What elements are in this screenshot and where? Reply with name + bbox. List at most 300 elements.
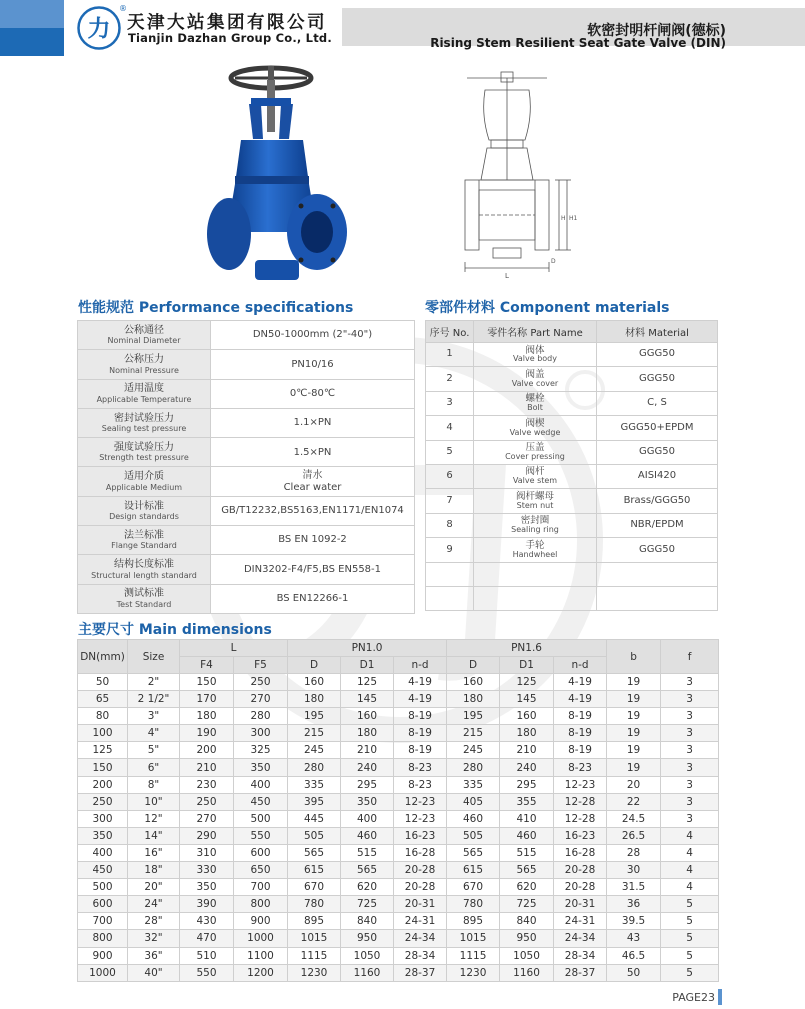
dim-cell-pn16-d1: 515 (500, 844, 554, 861)
product-title-cn: 软密封明杆闸阀(德标) (587, 23, 726, 39)
dim-cell-l-f5: 450 (234, 793, 288, 810)
component-part-cn: 螺栓 (525, 393, 545, 405)
dim-cell-pn10-d: 1230 (288, 964, 341, 981)
dim-cell-l-f5: 900 (234, 913, 288, 930)
dim-cell-dn: 350 (78, 827, 128, 844)
dim-cell-pn16-d1: 160 (500, 708, 554, 725)
performance-label-cell (78, 438, 211, 467)
dim-header-f: f (661, 640, 719, 674)
dim-cell-f: 5 (661, 930, 719, 947)
dim-cell-l-f4: 150 (180, 674, 234, 691)
dim-cell-pn16-d1: 295 (500, 776, 554, 793)
dim-cell-pn10-d1: 1160 (341, 964, 394, 981)
dim-header-size: Size (128, 640, 180, 674)
component-part-cell (474, 343, 597, 367)
dim-cell-pn16-d1: 950 (500, 930, 554, 947)
component-part-cell (474, 513, 597, 537)
dim-header-pn16-D: D (447, 657, 500, 674)
performance-value: PN10/16 (291, 358, 334, 370)
dim-cell-dn: 400 (78, 844, 128, 861)
dim-cell-size: 28" (128, 913, 180, 930)
performance-value: BS EN 1092-2 (278, 534, 347, 546)
registered-mark: ® (119, 4, 127, 13)
dimension-row (78, 913, 719, 930)
performance-value: 0℃-80℃ (289, 387, 336, 399)
component-row (426, 513, 718, 537)
dim-cell-pn10-d1: 950 (341, 930, 394, 947)
dim-cell-l-f5: 350 (234, 759, 288, 776)
performance-label-en: Sealing test pressure (101, 424, 187, 434)
performance-value-cell (211, 467, 415, 496)
dim-cell-l-f4: 170 (180, 691, 234, 708)
performance-row (78, 408, 415, 437)
dim-cell-pn16-nd: 8-19 (554, 725, 607, 742)
dim-cell-size: 4" (128, 725, 180, 742)
performance-label-cn: 结构长度标准 (114, 559, 174, 571)
dim-cell-pn16-nd: 16-23 (554, 827, 607, 844)
dim-cell-f: 4 (661, 879, 719, 896)
dim-cell-pn10-nd: 24-31 (394, 913, 447, 930)
performance-label-cn: 适用温度 (124, 383, 164, 395)
dim-cell-b: 19 (607, 725, 661, 742)
dim-cell-pn10-d: 395 (288, 793, 341, 810)
dim-cell-f: 3 (661, 691, 719, 708)
page-number: PAGE23 (672, 991, 715, 1004)
dim-cell-pn10-d: 615 (288, 862, 341, 879)
dim-cell-l-f5: 500 (234, 810, 288, 827)
performance-value-cell (211, 438, 415, 467)
dim-cell-l-f4: 510 (180, 947, 234, 964)
dim-cell-pn16-nd: 4-19 (554, 691, 607, 708)
dim-cell-l-f4: 180 (180, 708, 234, 725)
component-part-cn: 密封圈 (520, 515, 550, 527)
dim-cell-pn10-d1: 725 (341, 896, 394, 913)
dim-cell-pn10-d: 445 (288, 810, 341, 827)
dim-cell-pn16-d: 565 (447, 844, 500, 861)
component-part-cell (474, 367, 597, 391)
dim-cell-dn: 500 (78, 879, 128, 896)
dim-cell-pn10-nd: 8-19 (394, 708, 447, 725)
dim-cell-f: 3 (661, 742, 719, 759)
dim-cell-f: 3 (661, 674, 719, 691)
component-no: 4 (426, 416, 474, 440)
dim-cell-l-f4: 470 (180, 930, 234, 947)
dim-cell-pn16-d1: 240 (500, 759, 554, 776)
dim-cell-pn16-nd: 8-23 (554, 759, 607, 776)
dimension-row (78, 844, 719, 861)
component-part-en: Valve body (513, 354, 557, 364)
dim-cell-dn: 150 (78, 759, 128, 776)
component-material: AISI420 (597, 464, 718, 488)
dim-cell-pn16-nd: 12-23 (554, 776, 607, 793)
dim-cell-pn16-d: 245 (447, 742, 500, 759)
dimension-row (78, 691, 719, 708)
performance-value-cell (211, 584, 415, 613)
component-part-cell (474, 489, 597, 513)
dim-cell-size: 2 1/2" (128, 691, 180, 708)
company-name-en: Tianjin Dazhan Group Co., Ltd. (128, 31, 332, 45)
dim-cell-pn16-d: 180 (447, 691, 500, 708)
dim-cell-f: 5 (661, 896, 719, 913)
component-material: Brass/GGG50 (597, 489, 718, 513)
dim-cell-pn16-d: 505 (447, 827, 500, 844)
performance-value: GB/T12232,BS5163,EN1171/EN1074 (221, 505, 404, 517)
dim-cell-l-f4: 230 (180, 776, 234, 793)
dim-cell-pn10-d1: 145 (341, 691, 394, 708)
dim-cell-size: 2" (128, 674, 180, 691)
company-logo-icon (77, 6, 121, 50)
dim-cell-dn: 450 (78, 862, 128, 879)
components-header-row (426, 321, 718, 343)
performance-row (78, 350, 415, 379)
dim-cell-pn16-d: 1230 (447, 964, 500, 981)
dim-cell-l-f4: 550 (180, 964, 234, 981)
dim-cell-f: 3 (661, 776, 719, 793)
dim-cell-pn16-d: 405 (447, 793, 500, 810)
dim-cell-pn16-d1: 145 (500, 691, 554, 708)
page-number-accent-bar (718, 989, 722, 1005)
dim-cell-f: 4 (661, 862, 719, 879)
components-table (425, 320, 718, 611)
dim-cell-b: 22 (607, 793, 661, 810)
dim-cell-size: 14" (128, 827, 180, 844)
performance-label-cn: 测试标准 (124, 588, 164, 600)
performance-label-en: Strength test pressure (99, 453, 189, 463)
dim-cell-pn16-d: 280 (447, 759, 500, 776)
dim-cell-pn10-nd: 8-19 (394, 725, 447, 742)
dim-cell-l-f4: 250 (180, 793, 234, 810)
dimension-row (78, 674, 719, 691)
dim-cell-pn16-d1: 840 (500, 913, 554, 930)
component-no: 3 (426, 391, 474, 415)
dim-header-f4: F4 (180, 657, 234, 674)
dim-cell-pn10-d: 505 (288, 827, 341, 844)
dim-cell-pn10-nd: 16-28 (394, 844, 447, 861)
dimension-row (78, 708, 719, 725)
dim-cell-pn10-d1: 160 (341, 708, 394, 725)
dim-cell-f: 3 (661, 810, 719, 827)
dim-cell-pn16-nd: 24-31 (554, 913, 607, 930)
dim-cell-pn16-nd: 20-31 (554, 896, 607, 913)
dim-header-pn16-D1: D1 (500, 657, 554, 674)
performance-heading: 性能规范 Performance specifications (78, 300, 354, 316)
dim-cell-dn: 800 (78, 930, 128, 947)
dim-cell-pn16-d1: 125 (500, 674, 554, 691)
dimension-row (78, 725, 719, 742)
component-part-cn: 阀楔 (525, 417, 545, 429)
dim-cell-b: 26.5 (607, 827, 661, 844)
dim-cell-f: 5 (661, 964, 719, 981)
dimensions-table (77, 639, 719, 982)
performance-label-cn: 适用介质 (124, 471, 164, 483)
dim-cell-pn16-nd: 28-37 (554, 964, 607, 981)
component-no (426, 562, 474, 586)
performance-row (78, 555, 415, 584)
component-part-en: Bolt (527, 403, 543, 413)
dim-cell-b: 30 (607, 862, 661, 879)
dim-cell-size: 12" (128, 810, 180, 827)
dimension-row (78, 742, 719, 759)
dim-cell-pn16-nd: 4-19 (554, 674, 607, 691)
dim-cell-dn: 250 (78, 793, 128, 810)
dim-cell-l-f4: 190 (180, 725, 234, 742)
dim-cell-dn: 125 (78, 742, 128, 759)
component-no: 7 (426, 489, 474, 513)
component-material: GGG50 (597, 440, 718, 464)
component-part-en: Valve stem (512, 476, 558, 486)
dimension-row (78, 964, 719, 981)
dimension-row (78, 793, 719, 810)
dim-cell-pn10-d1: 180 (341, 725, 394, 742)
component-no: 8 (426, 513, 474, 537)
components-heading: 零部件材料 Component materials (425, 300, 670, 316)
dim-cell-pn10-nd: 28-37 (394, 964, 447, 981)
dim-cell-pn16-d: 1115 (447, 947, 500, 964)
dim-cell-size: 18" (128, 862, 180, 879)
dim-cell-pn10-nd: 16-23 (394, 827, 447, 844)
performance-label-cell (78, 467, 211, 496)
product-title-en: Rising Stem Resilient Seat Gate Valve (DIN) (430, 36, 726, 50)
dim-cell-l-f5: 400 (234, 776, 288, 793)
dim-cell-dn: 100 (78, 725, 128, 742)
dim-cell-pn16-d: 195 (447, 708, 500, 725)
performance-row (78, 321, 415, 350)
valve-product-photo (205, 64, 355, 286)
dim-cell-pn10-d: 780 (288, 896, 341, 913)
component-part-cn: 压盖 (525, 442, 545, 454)
performance-label-cn: 公称通径 (124, 324, 164, 336)
performance-label-en: Design standards (109, 512, 179, 522)
dim-cell-size: 32" (128, 930, 180, 947)
dim-cell-pn10-d: 565 (288, 844, 341, 861)
dim-header-pn10-D: D (288, 657, 341, 674)
dim-cell-pn16-d1: 410 (500, 810, 554, 827)
dim-header-pn16: PN1.6 (447, 640, 607, 657)
company-name-cn: 天津大站集团有限公司 (127, 13, 327, 33)
component-row (426, 464, 718, 488)
dim-cell-size: 16" (128, 844, 180, 861)
dim-cell-l-f4: 310 (180, 844, 234, 861)
dim-cell-pn16-d: 215 (447, 725, 500, 742)
dim-cell-pn10-d1: 460 (341, 827, 394, 844)
component-row (426, 538, 718, 562)
component-part-en: Stem nut (516, 500, 554, 510)
performance-label-cell (78, 584, 211, 613)
dim-cell-l-f5: 280 (234, 708, 288, 725)
dim-cell-pn10-nd: 20-28 (394, 862, 447, 879)
dim-cell-l-f5: 1000 (234, 930, 288, 947)
component-part-en: Cover pressing (505, 452, 565, 462)
performance-label-cn: 设计标准 (124, 500, 164, 512)
dim-cell-pn10-d: 335 (288, 776, 341, 793)
performance-label-cell (78, 526, 211, 555)
component-row (426, 343, 718, 367)
dim-cell-pn16-d: 670 (447, 879, 500, 896)
dim-cell-dn: 50 (78, 674, 128, 691)
component-part-en: Handwheel (512, 549, 558, 559)
dim-cell-b: 19 (607, 742, 661, 759)
dim-cell-pn16-nd: 12-28 (554, 793, 607, 810)
dim-cell-pn10-d1: 400 (341, 810, 394, 827)
component-part-cn: 手轮 (525, 539, 545, 551)
dimension-row (78, 930, 719, 947)
performance-row (78, 467, 415, 496)
dim-cell-pn10-d: 215 (288, 725, 341, 742)
dimension-row (78, 862, 719, 879)
dim-cell-size: 10" (128, 793, 180, 810)
dim-cell-l-f5: 325 (234, 742, 288, 759)
component-part-cn: 阀杆螺母 (515, 490, 554, 502)
dim-cell-b: 28 (607, 844, 661, 861)
dim-header-pn10-D1: D1 (341, 657, 394, 674)
performance-value-en: Clear water (283, 481, 342, 493)
dim-cell-l-f5: 700 (234, 879, 288, 896)
dim-cell-pn10-nd: 4-19 (394, 691, 447, 708)
performance-value-cell (211, 408, 415, 437)
dim-cell-pn10-d: 180 (288, 691, 341, 708)
dim-cell-b: 46.5 (607, 947, 661, 964)
performance-value-cell (211, 526, 415, 555)
components-header-no: 序号 No. (426, 321, 474, 343)
component-no: 6 (426, 464, 474, 488)
dim-cell-pn10-nd: 8-23 (394, 759, 447, 776)
component-part-cell (474, 586, 597, 610)
dim-cell-pn16-nd: 8-19 (554, 742, 607, 759)
dim-cell-pn16-d: 335 (447, 776, 500, 793)
dim-cell-pn16-nd: 12-28 (554, 810, 607, 827)
dim-cell-l-f4: 350 (180, 879, 234, 896)
dim-cell-pn16-nd: 16-28 (554, 844, 607, 861)
component-part-cell (474, 538, 597, 562)
dim-cell-pn10-d1: 515 (341, 844, 394, 861)
dim-cell-pn10-d: 160 (288, 674, 341, 691)
dim-cell-l-f4: 330 (180, 862, 234, 879)
dim-cell-size: 6" (128, 759, 180, 776)
dimension-row (78, 810, 719, 827)
dim-cell-pn10-d: 895 (288, 913, 341, 930)
performance-value: 清水 (302, 470, 323, 482)
dim-cell-pn16-d1: 1160 (500, 964, 554, 981)
performance-value-cell (211, 350, 415, 379)
performance-row (78, 496, 415, 525)
dim-cell-pn16-d: 780 (447, 896, 500, 913)
dim-cell-size: 24" (128, 896, 180, 913)
dim-cell-pn10-nd: 12-23 (394, 793, 447, 810)
performance-label-cell (78, 408, 211, 437)
component-material: C, S (597, 391, 718, 415)
component-material (597, 562, 718, 586)
dim-cell-pn10-nd: 20-28 (394, 879, 447, 896)
performance-label-en: Applicable Medium (105, 482, 183, 492)
component-material: GGG50 (597, 367, 718, 391)
dim-cell-pn16-nd: 28-34 (554, 947, 607, 964)
dim-cell-l-f4: 200 (180, 742, 234, 759)
performance-value-cell (211, 379, 415, 408)
performance-value: DIN3202-F4/F5,BS EN558-1 (243, 563, 382, 575)
dim-cell-l-f4: 270 (180, 810, 234, 827)
component-no (426, 586, 474, 610)
component-material: GGG50 (597, 538, 718, 562)
dim-cell-pn10-d1: 125 (341, 674, 394, 691)
dim-cell-pn16-d1: 1050 (500, 947, 554, 964)
component-no: 1 (426, 343, 474, 367)
performance-value: BS EN12266-1 (276, 593, 349, 605)
component-row (426, 416, 718, 440)
component-part-en: Valve wedge (509, 427, 561, 437)
dim-cell-l-f5: 650 (234, 862, 288, 879)
dim-cell-b: 19 (607, 759, 661, 776)
performance-row (78, 526, 415, 555)
dim-cell-l-f5: 300 (234, 725, 288, 742)
dim-cell-pn10-d1: 295 (341, 776, 394, 793)
dim-cell-f: 3 (661, 793, 719, 810)
dim-cell-pn16-d1: 725 (500, 896, 554, 913)
performance-label-en: Applicable Temperature (96, 394, 192, 404)
dimension-row (78, 827, 719, 844)
performance-label-cn: 密封试验压力 (114, 412, 174, 424)
dim-cell-f: 3 (661, 759, 719, 776)
dim-cell-pn16-d: 160 (447, 674, 500, 691)
component-part-cell (474, 440, 597, 464)
dim-cell-f: 4 (661, 844, 719, 861)
components-table-body (426, 343, 718, 611)
dim-cell-l-f4: 430 (180, 913, 234, 930)
performance-label-cn: 公称压力 (124, 354, 164, 366)
dim-cell-b: 31.5 (607, 879, 661, 896)
component-material: NBR/EPDM (597, 513, 718, 537)
dim-cell-l-f4: 390 (180, 896, 234, 913)
dim-cell-size: 20" (128, 879, 180, 896)
component-part-cell (474, 464, 597, 488)
dim-header-pn10-nd: n-d (394, 657, 447, 674)
logo-glyph: 力 (87, 16, 111, 42)
component-row (426, 586, 718, 610)
dimensions-header-row-1 (78, 640, 719, 657)
performance-label-cell (78, 496, 211, 525)
component-part-cn: 阀杆 (525, 466, 545, 478)
dim-cell-dn: 65 (78, 691, 128, 708)
component-part-cell (474, 416, 597, 440)
dim-cell-b: 50 (607, 964, 661, 981)
performance-value-cell (211, 321, 415, 350)
dim-cell-pn16-nd: 20-28 (554, 862, 607, 879)
dim-cell-l-f5: 270 (234, 691, 288, 708)
dim-cell-f: 4 (661, 827, 719, 844)
dim-header-L: L (180, 640, 288, 657)
dim-cell-pn10-d1: 240 (341, 759, 394, 776)
dim-cell-pn10-nd: 8-19 (394, 742, 447, 759)
dimension-row (78, 896, 719, 913)
dim-cell-pn10-d1: 350 (341, 793, 394, 810)
component-row (426, 562, 718, 586)
drawing-dim-L: L (505, 272, 509, 280)
dim-cell-dn: 200 (78, 776, 128, 793)
dim-cell-dn: 1000 (78, 964, 128, 981)
dimension-row (78, 947, 719, 964)
dim-cell-b: 20 (607, 776, 661, 793)
dim-cell-dn: 900 (78, 947, 128, 964)
dim-cell-dn: 300 (78, 810, 128, 827)
performance-row (78, 379, 415, 408)
dim-cell-l-f5: 800 (234, 896, 288, 913)
dimension-row (78, 879, 719, 896)
dim-cell-size: 36" (128, 947, 180, 964)
dim-cell-dn: 700 (78, 913, 128, 930)
dim-cell-pn16-d: 1015 (447, 930, 500, 947)
dim-cell-b: 43 (607, 930, 661, 947)
performance-label-cell (78, 350, 211, 379)
component-part-en: Valve cover (511, 378, 559, 388)
